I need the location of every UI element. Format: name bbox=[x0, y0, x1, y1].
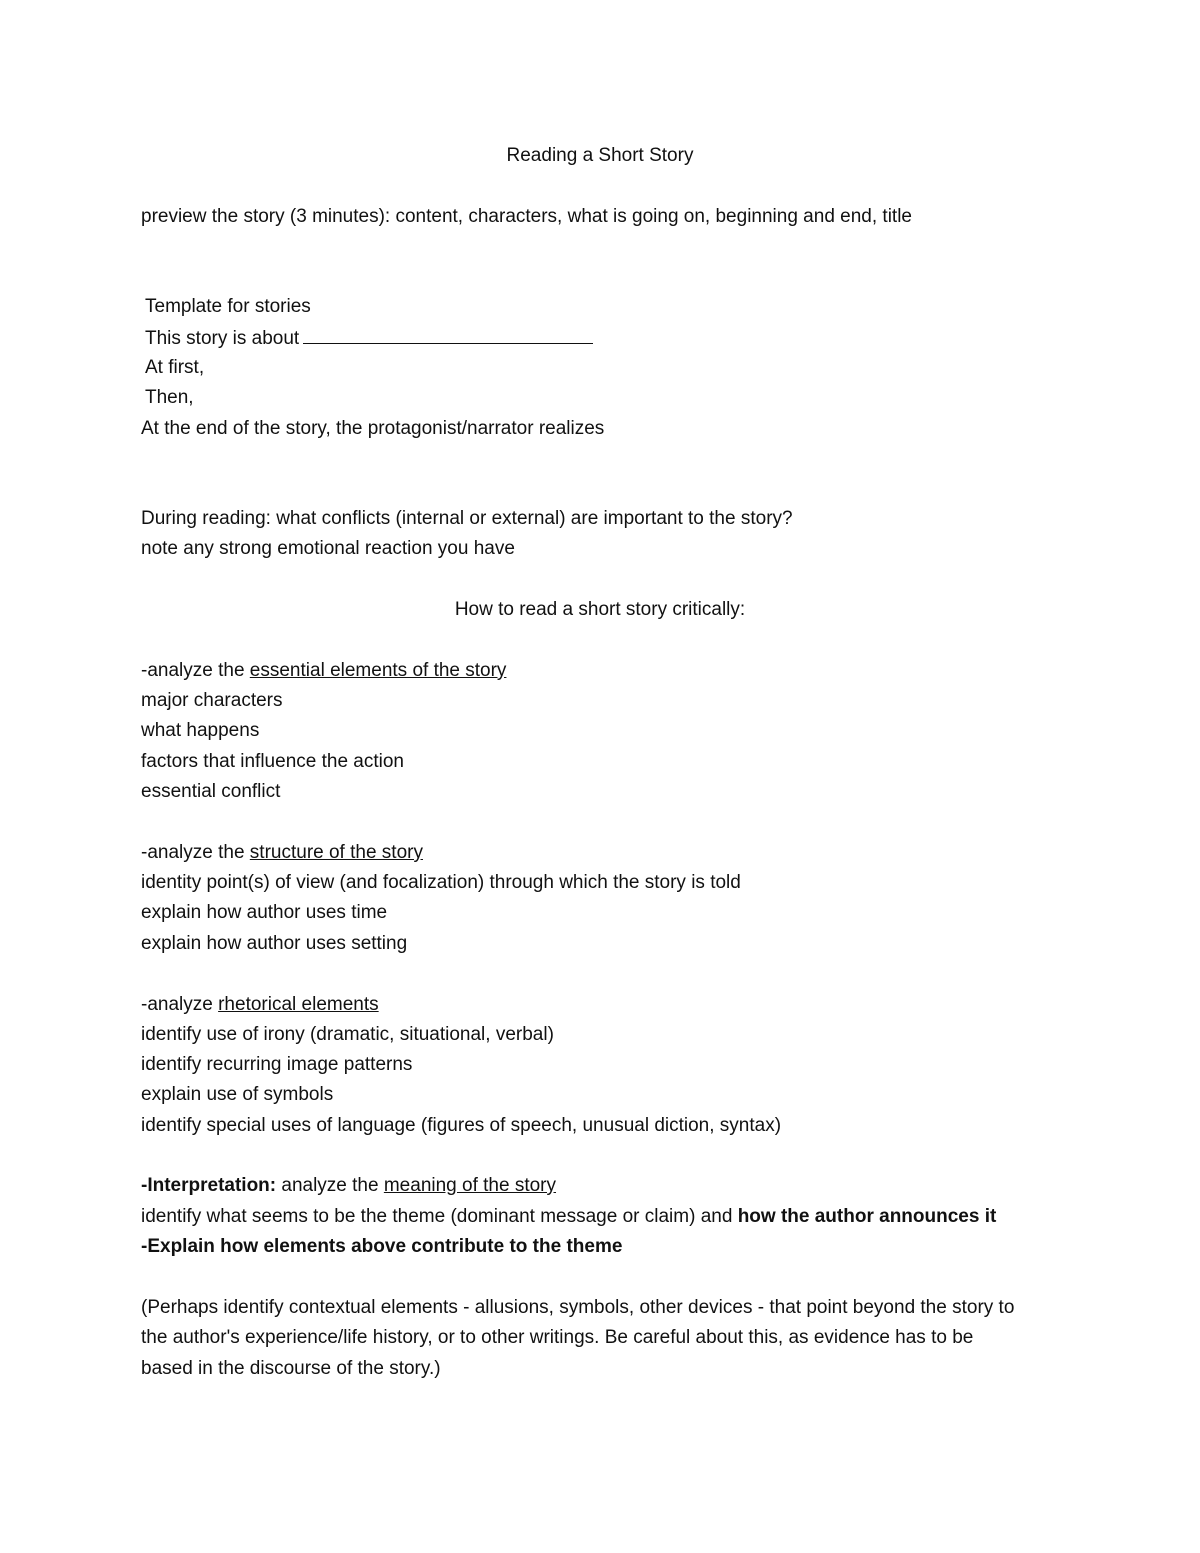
rhetorical-heading bbox=[141, 993, 379, 1017]
theme-line bbox=[141, 1205, 996, 1229]
elements-prefix: -analyze the bbox=[141, 660, 250, 681]
theme-text: identify what seems to be the theme (dominant message or claim) and bbox=[141, 1206, 738, 1227]
list-item: identify use of irony (dramatic, situational, verbal) bbox=[141, 1024, 554, 1045]
structure-heading bbox=[141, 841, 423, 865]
interpretation-heading bbox=[141, 1174, 556, 1198]
interpretation-middle: analyze the bbox=[276, 1175, 384, 1196]
fill-in-blank bbox=[303, 325, 593, 344]
closing-line: based in the discourse of the story.) bbox=[141, 1358, 441, 1379]
explain-line: -Explain how elements above contribute to the theme bbox=[141, 1236, 623, 1257]
list-item: essential conflict bbox=[141, 781, 281, 802]
list-item: factors that influence the action bbox=[141, 751, 404, 772]
template-end: At the end of the story, the protagonist/narrator realizes bbox=[141, 418, 605, 439]
template-about-line bbox=[145, 325, 593, 351]
preview-instruction: preview the story (3 minutes): content, characters, what is going on, beginning and end, title bbox=[141, 206, 912, 227]
during-reading-note: note any strong emotional reaction you have bbox=[141, 538, 515, 559]
interpretation-label: -Interpretation: bbox=[141, 1175, 277, 1196]
elements-heading bbox=[141, 659, 506, 683]
closing-line: the author's experience/life history, or to other writings. Be careful about this, as evidence has to be bbox=[141, 1327, 974, 1348]
list-item: major characters bbox=[141, 690, 283, 711]
list-item: identify recurring image patterns bbox=[141, 1054, 413, 1075]
rhetorical-underlined: rhetorical elements bbox=[218, 994, 379, 1015]
elements-underlined: essential elements of the story bbox=[249, 660, 507, 681]
rhetorical-prefix: -analyze bbox=[141, 994, 219, 1015]
structure-prefix: -analyze the bbox=[141, 842, 250, 863]
theme-bold: how the author announces it bbox=[737, 1206, 997, 1227]
list-item: explain how author uses time bbox=[141, 902, 388, 923]
structure-underlined: structure of the story bbox=[249, 842, 423, 863]
list-item: identify special uses of language (figures of speech, unusual diction, syntax) bbox=[141, 1115, 782, 1136]
template-heading: Template for stories bbox=[145, 296, 311, 317]
closing-line: (Perhaps identify contextual elements - allusions, symbols, other devices - that point beyond the story to bbox=[141, 1297, 1015, 1318]
interpretation-underlined: meaning of the story bbox=[383, 1175, 557, 1196]
template-at-first: At first, bbox=[145, 357, 205, 378]
list-item: explain use of symbols bbox=[141, 1084, 334, 1105]
critical-reading-heading: How to read a short story critically: bbox=[454, 599, 746, 620]
template-about-label: This story is about bbox=[145, 328, 300, 349]
list-item: identity point(s) of view (and focalization) through which the story is told bbox=[141, 872, 741, 893]
list-item: explain how author uses setting bbox=[141, 933, 408, 954]
template-then: Then, bbox=[145, 387, 194, 408]
list-item: what happens bbox=[141, 720, 260, 741]
during-reading-question: During reading: what conflicts (internal or external) are important to the story? bbox=[141, 508, 793, 529]
document-title: Reading a Short Story bbox=[506, 145, 694, 166]
